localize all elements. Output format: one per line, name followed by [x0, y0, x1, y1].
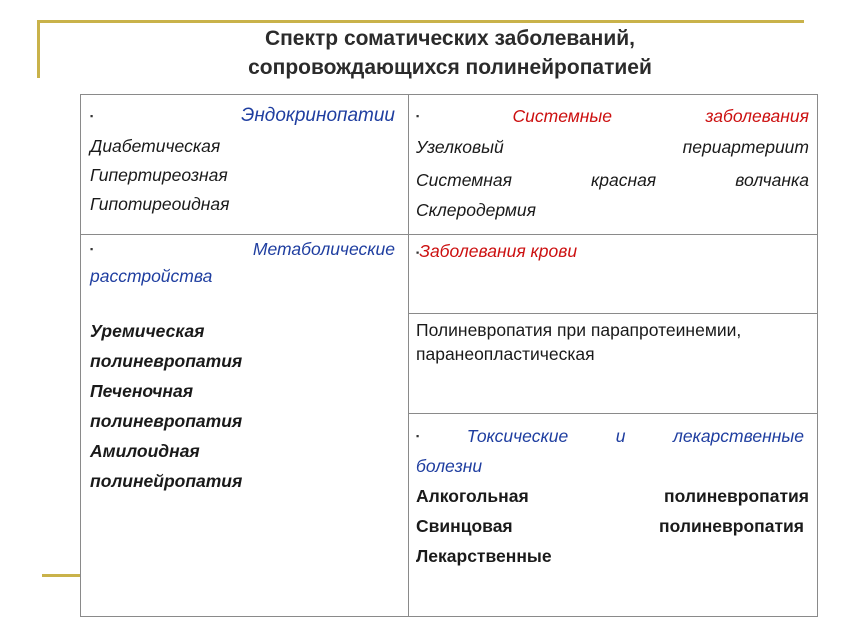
blood-header-block — [416, 236, 809, 267]
toxic-text: полиневропатия — [659, 516, 804, 536]
systemic-header-word1: Системные — [512, 106, 612, 126]
metabolic-item: полинейропатия — [90, 471, 243, 491]
systemic-text: периартериит — [682, 137, 809, 157]
metabolic-header-part1: Метаболические — [252, 239, 395, 259]
metabolic-item: Уремическая — [90, 321, 205, 341]
metabolic-item: полиневропатия — [90, 411, 243, 431]
toxic-header-word3: лекарственные — [672, 426, 804, 446]
bullet-icon: ▪ — [416, 431, 420, 441]
bullet-icon: ▪ — [90, 111, 94, 121]
systemic-text: Системная — [416, 170, 512, 190]
systemic-text: волчанка — [735, 170, 809, 190]
metabolic-item: Печеночная — [90, 381, 194, 401]
metabolic-items — [90, 316, 395, 496]
toxic-text: Алкогольная — [416, 486, 529, 506]
blood-header: Заболевания крови — [419, 241, 578, 261]
title-line-1: Спектр соматических заболеваний, — [264, 27, 636, 50]
toxic-header-word4: болезни — [416, 456, 483, 476]
bullet-icon: ▪ — [90, 244, 94, 254]
blood-text: Полиневропатия при парапротеинемии, — [416, 320, 742, 340]
endocrine-item: Гипотиреоидная — [90, 194, 230, 214]
systemic-text: красная — [590, 170, 657, 190]
page-title — [90, 24, 810, 82]
bullet-icon: ▪ — [416, 247, 420, 258]
endocrine-block — [90, 100, 395, 219]
systemic-text: Склеродермия — [416, 200, 536, 220]
toxic-header-word1: Токсические — [466, 426, 569, 446]
metabolic-header-block — [90, 236, 395, 290]
toxic-text: полиневропатия — [664, 486, 809, 506]
decor-line-top — [37, 20, 804, 23]
metabolic-item: полиневропатия — [90, 351, 243, 371]
systemic-header-word2: заболевания — [705, 106, 809, 126]
endocrine-item: Диабетическая — [90, 136, 221, 156]
title-line-2: сопровождающихся полинейропатией — [248, 56, 652, 79]
toxic-text: Лекарственные — [416, 546, 552, 566]
systemic-block — [416, 100, 809, 225]
toxic-header-word2: и — [615, 426, 626, 446]
endocrine-header: Эндокринопатии — [241, 105, 395, 126]
metabolic-item: Амилоидная — [90, 441, 200, 461]
blood-text-block — [416, 318, 809, 366]
decor-line-left — [37, 20, 40, 78]
systemic-text: Узелковый — [416, 137, 504, 157]
bullet-icon: ▪ — [416, 111, 420, 121]
metabolic-header-part2: расстройства — [90, 266, 213, 286]
toxic-text: Свинцовая — [416, 516, 513, 536]
endocrine-item: Гипертиреозная — [90, 165, 228, 185]
toxic-block — [416, 421, 809, 571]
blood-text: паранеопластическая — [416, 344, 595, 364]
